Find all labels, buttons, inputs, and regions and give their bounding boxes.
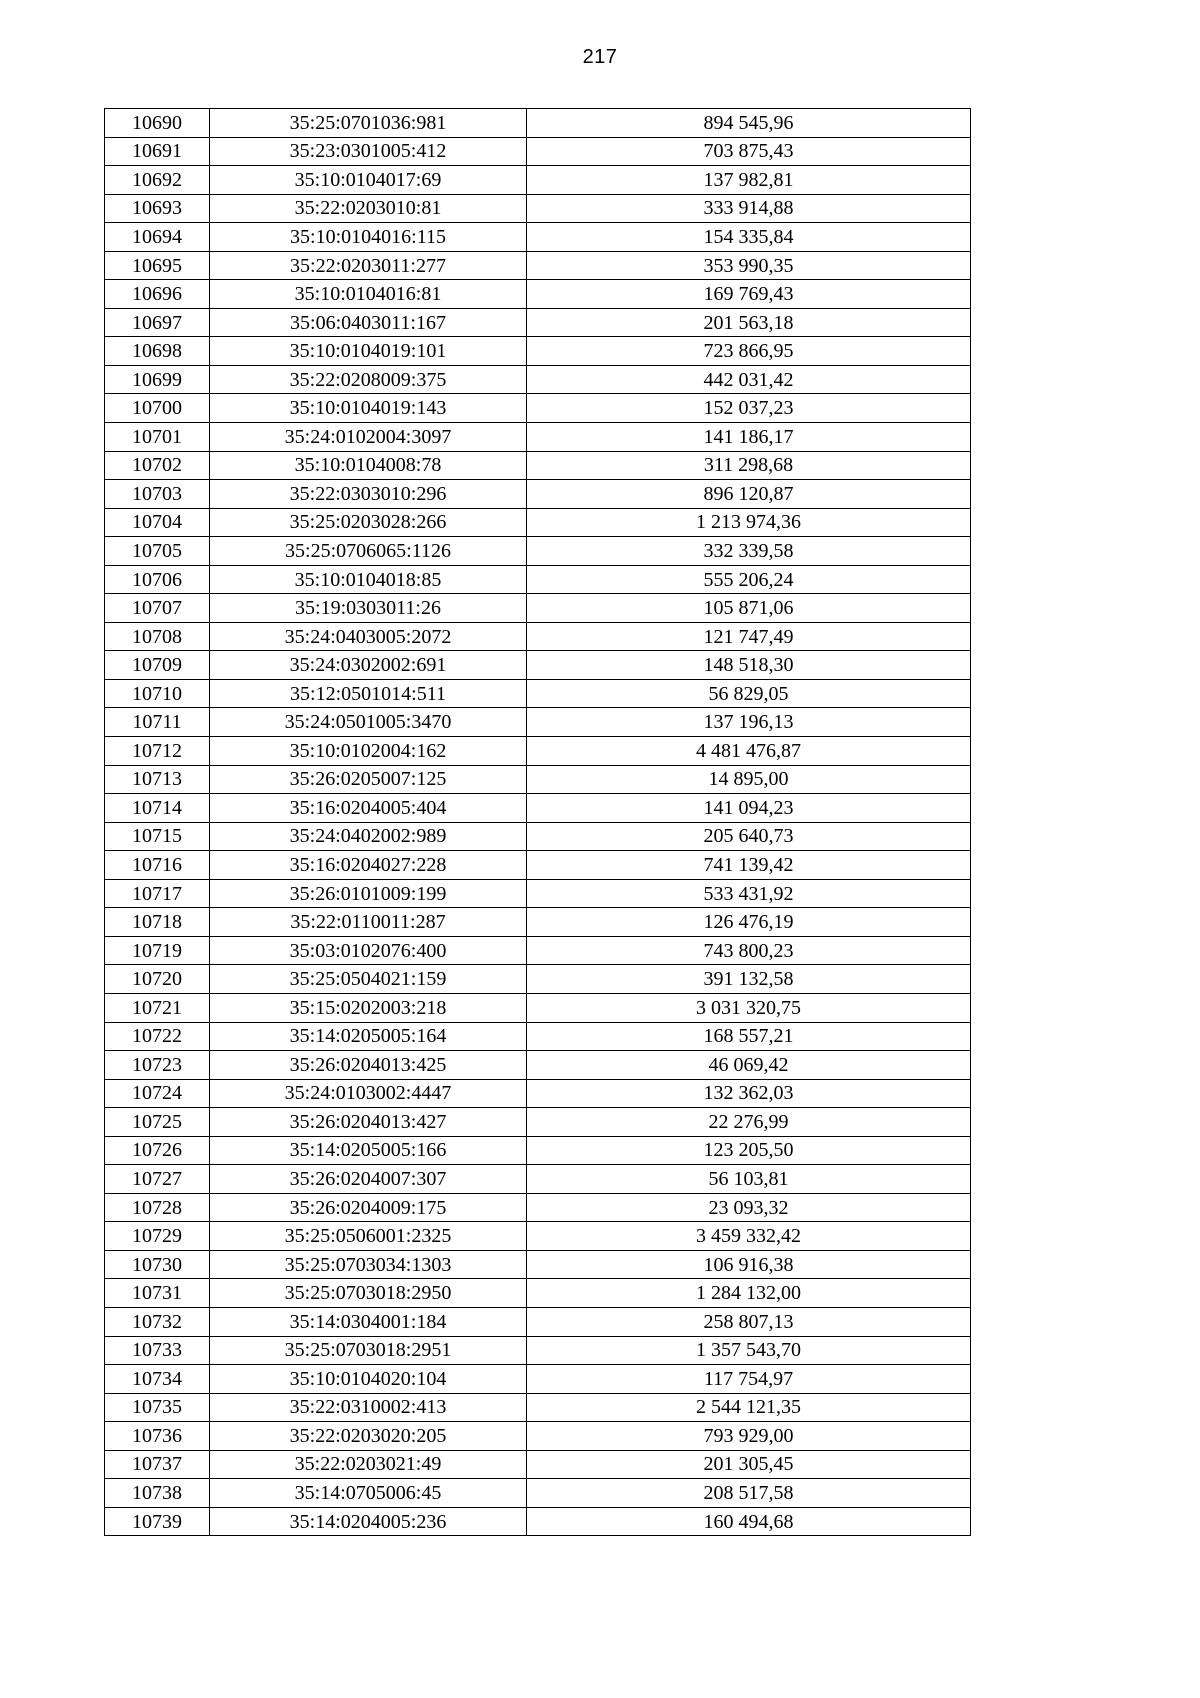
table-row <box>105 194 971 223</box>
table-row <box>105 765 971 794</box>
row-number-cell: 10733 <box>105 1336 210 1365</box>
cadastral-number-cell: 35:03:0102076:400 <box>210 936 527 965</box>
value-cell: 117 754,97 <box>527 1365 971 1394</box>
cadastral-number-cell: 35:25:0701036:981 <box>210 109 527 138</box>
row-number-cell: 10710 <box>105 679 210 708</box>
cadastral-number-cell: 35:22:0303010:296 <box>210 480 527 509</box>
cadastral-number-cell: 35:25:0203028:266 <box>210 508 527 537</box>
table-row <box>105 879 971 908</box>
page-number: 217 <box>582 46 618 68</box>
table-row <box>105 223 971 252</box>
table-row <box>105 166 971 195</box>
cadastral-number-cell: 35:22:0208009:375 <box>210 365 527 394</box>
table-row <box>105 1022 971 1051</box>
cadastral-number-cell: 35:22:0203020:205 <box>210 1422 527 1451</box>
cadastral-number-cell: 35:14:0204005:236 <box>210 1507 527 1536</box>
value-cell: 741 139,42 <box>527 851 971 880</box>
cadastral-number-cell: 35:14:0304001:184 <box>210 1307 527 1336</box>
cadastral-number-cell: 35:25:0703018:2951 <box>210 1336 527 1365</box>
value-cell: 391 132,58 <box>527 965 971 994</box>
row-number-cell: 10691 <box>105 137 210 166</box>
cadastral-number-cell: 35:26:0101009:199 <box>210 879 527 908</box>
row-number-cell: 10714 <box>105 794 210 823</box>
table-row <box>105 1222 971 1251</box>
cadastral-number-cell: 35:22:0110011:287 <box>210 908 527 937</box>
table-row <box>105 1393 971 1422</box>
row-number-cell: 10732 <box>105 1307 210 1336</box>
row-number-cell: 10719 <box>105 936 210 965</box>
value-cell: 793 929,00 <box>527 1422 971 1451</box>
row-number-cell: 10737 <box>105 1450 210 1479</box>
table-row <box>105 594 971 623</box>
table-row <box>105 1336 971 1365</box>
table-row <box>105 851 971 880</box>
cadastral-number-cell: 35:10:0104016:115 <box>210 223 527 252</box>
row-number-cell: 10716 <box>105 851 210 880</box>
cadastral-number-cell: 35:14:0705006:45 <box>210 1479 527 1508</box>
table-row <box>105 1422 971 1451</box>
table-row <box>105 651 971 680</box>
row-number-cell: 10705 <box>105 537 210 566</box>
row-number-cell: 10702 <box>105 451 210 480</box>
row-number-cell: 10731 <box>105 1279 210 1308</box>
value-cell: 1 284 132,00 <box>527 1279 971 1308</box>
cadastral-number-cell: 35:10:0104020:104 <box>210 1365 527 1394</box>
table-row <box>105 394 971 423</box>
table-row <box>105 936 971 965</box>
cadastral-number-cell: 35:15:0202003:218 <box>210 993 527 1022</box>
value-cell: 14 895,00 <box>527 765 971 794</box>
value-cell: 205 640,73 <box>527 822 971 851</box>
cadastral-number-cell: 35:25:0504021:159 <box>210 965 527 994</box>
row-number-cell: 10724 <box>105 1079 210 1108</box>
row-number-cell: 10721 <box>105 993 210 1022</box>
value-cell: 168 557,21 <box>527 1022 971 1051</box>
value-cell: 169 769,43 <box>527 280 971 309</box>
cadastral-number-cell: 35:24:0501005:3470 <box>210 708 527 737</box>
row-number-cell: 10735 <box>105 1393 210 1422</box>
value-cell: 442 031,42 <box>527 365 971 394</box>
value-cell: 141 094,23 <box>527 794 971 823</box>
row-number-cell: 10712 <box>105 737 210 766</box>
table-row <box>105 1193 971 1222</box>
table-row <box>105 451 971 480</box>
value-cell: 123 205,50 <box>527 1136 971 1165</box>
cadastral-number-cell: 35:26:0204013:427 <box>210 1108 527 1137</box>
cadastral-number-cell: 35:22:0310002:413 <box>210 1393 527 1422</box>
table-row <box>105 1108 971 1137</box>
row-number-cell: 10739 <box>105 1507 210 1536</box>
row-number-cell: 10692 <box>105 166 210 195</box>
table-row <box>105 622 971 651</box>
row-number-cell: 10727 <box>105 1165 210 1194</box>
cadastral-number-cell: 35:10:0104019:101 <box>210 337 527 366</box>
row-number-cell: 10725 <box>105 1108 210 1137</box>
table-row <box>105 1079 971 1108</box>
value-cell: 22 276,99 <box>527 1108 971 1137</box>
value-cell: 56 103,81 <box>527 1165 971 1194</box>
cadastral-number-cell: 35:10:0102004:162 <box>210 737 527 766</box>
table-row <box>105 908 971 937</box>
value-cell: 2 544 121,35 <box>527 1393 971 1422</box>
cadastral-number-cell: 35:25:0703034:1303 <box>210 1250 527 1279</box>
value-cell: 353 990,35 <box>527 251 971 280</box>
cadastral-number-cell: 35:26:0204007:307 <box>210 1165 527 1194</box>
row-number-cell: 10711 <box>105 708 210 737</box>
table-row <box>105 365 971 394</box>
value-cell: 46 069,42 <box>527 1051 971 1080</box>
registry-table <box>104 108 971 1536</box>
table-row <box>105 508 971 537</box>
row-number-cell: 10720 <box>105 965 210 994</box>
row-number-cell: 10717 <box>105 879 210 908</box>
row-number-cell: 10697 <box>105 308 210 337</box>
table-row <box>105 251 971 280</box>
registry-table-body <box>105 109 971 1536</box>
row-number-cell: 10730 <box>105 1250 210 1279</box>
cadastral-number-cell: 35:24:0402002:989 <box>210 822 527 851</box>
value-cell: 894 545,96 <box>527 109 971 138</box>
row-number-cell: 10707 <box>105 594 210 623</box>
row-number-cell: 10736 <box>105 1422 210 1451</box>
table-row <box>105 1479 971 1508</box>
cadastral-number-cell: 35:24:0103002:4447 <box>210 1079 527 1108</box>
value-cell: 121 747,49 <box>527 622 971 651</box>
cadastral-number-cell: 35:22:0203010:81 <box>210 194 527 223</box>
row-number-cell: 10699 <box>105 365 210 394</box>
cadastral-number-cell: 35:16:0204005:404 <box>210 794 527 823</box>
row-number-cell: 10718 <box>105 908 210 937</box>
value-cell: 56 829,05 <box>527 679 971 708</box>
table-row <box>105 679 971 708</box>
value-cell: 23 093,32 <box>527 1193 971 1222</box>
value-cell: 258 807,13 <box>527 1307 971 1336</box>
cadastral-number-cell: 35:25:0506001:2325 <box>210 1222 527 1251</box>
value-cell: 703 875,43 <box>527 137 971 166</box>
value-cell: 152 037,23 <box>527 394 971 423</box>
table-row <box>105 565 971 594</box>
value-cell: 4 481 476,87 <box>527 737 971 766</box>
row-number-cell: 10701 <box>105 423 210 452</box>
table-row <box>105 794 971 823</box>
value-cell: 148 518,30 <box>527 651 971 680</box>
value-cell: 105 871,06 <box>527 594 971 623</box>
value-cell: 3 031 320,75 <box>527 993 971 1022</box>
value-cell: 126 476,19 <box>527 908 971 937</box>
cadastral-number-cell: 35:19:0303011:26 <box>210 594 527 623</box>
table-row <box>105 708 971 737</box>
cadastral-number-cell: 35:16:0204027:228 <box>210 851 527 880</box>
cadastral-number-cell: 35:23:0301005:412 <box>210 137 527 166</box>
row-number-cell: 10703 <box>105 480 210 509</box>
value-cell: 3 459 332,42 <box>527 1222 971 1251</box>
table-row <box>105 1307 971 1336</box>
row-number-cell: 10729 <box>105 1222 210 1251</box>
row-number-cell: 10734 <box>105 1365 210 1394</box>
value-cell: 533 431,92 <box>527 879 971 908</box>
value-cell: 896 120,87 <box>527 480 971 509</box>
row-number-cell: 10693 <box>105 194 210 223</box>
row-number-cell: 10690 <box>105 109 210 138</box>
row-number-cell: 10694 <box>105 223 210 252</box>
row-number-cell: 10709 <box>105 651 210 680</box>
value-cell: 743 800,23 <box>527 936 971 965</box>
row-number-cell: 10698 <box>105 337 210 366</box>
table-row <box>105 1279 971 1308</box>
row-number-cell: 10715 <box>105 822 210 851</box>
value-cell: 1 357 543,70 <box>527 1336 971 1365</box>
table-row <box>105 1250 971 1279</box>
cadastral-number-cell: 35:06:0403011:167 <box>210 308 527 337</box>
table-row <box>105 337 971 366</box>
value-cell: 201 563,18 <box>527 308 971 337</box>
row-number-cell: 10706 <box>105 565 210 594</box>
value-cell: 132 362,03 <box>527 1079 971 1108</box>
value-cell: 311 298,68 <box>527 451 971 480</box>
cadastral-number-cell: 35:24:0102004:3097 <box>210 423 527 452</box>
cadastral-number-cell: 35:12:0501014:511 <box>210 679 527 708</box>
value-cell: 137 196,13 <box>527 708 971 737</box>
cadastral-number-cell: 35:24:0302002:691 <box>210 651 527 680</box>
table-row <box>105 308 971 337</box>
cadastral-number-cell: 35:25:0703018:2950 <box>210 1279 527 1308</box>
cadastral-number-cell: 35:24:0403005:2072 <box>210 622 527 651</box>
table-row <box>105 1136 971 1165</box>
row-number-cell: 10700 <box>105 394 210 423</box>
value-cell: 332 339,58 <box>527 537 971 566</box>
value-cell: 201 305,45 <box>527 1450 971 1479</box>
row-number-cell: 10722 <box>105 1022 210 1051</box>
cadastral-number-cell: 35:22:0203021:49 <box>210 1450 527 1479</box>
row-number-cell: 10695 <box>105 251 210 280</box>
cadastral-number-cell: 35:26:0204013:425 <box>210 1051 527 1080</box>
value-cell: 137 982,81 <box>527 166 971 195</box>
cadastral-number-cell: 35:10:0104016:81 <box>210 280 527 309</box>
table-row <box>105 137 971 166</box>
cadastral-number-cell: 35:10:0104017:69 <box>210 166 527 195</box>
cadastral-number-cell: 35:14:0205005:166 <box>210 1136 527 1165</box>
table-row <box>105 965 971 994</box>
table-row <box>105 480 971 509</box>
value-cell: 141 186,17 <box>527 423 971 452</box>
table-row <box>105 1450 971 1479</box>
row-number-cell: 10726 <box>105 1136 210 1165</box>
table-row <box>105 537 971 566</box>
table-row <box>105 737 971 766</box>
row-number-cell: 10728 <box>105 1193 210 1222</box>
row-number-cell: 10738 <box>105 1479 210 1508</box>
value-cell: 1 213 974,36 <box>527 508 971 537</box>
value-cell: 160 494,68 <box>527 1507 971 1536</box>
row-number-cell: 10704 <box>105 508 210 537</box>
cadastral-number-cell: 35:10:0104019:143 <box>210 394 527 423</box>
value-cell: 208 517,58 <box>527 1479 971 1508</box>
cadastral-number-cell: 35:26:0204009:175 <box>210 1193 527 1222</box>
cadastral-number-cell: 35:26:0205007:125 <box>210 765 527 794</box>
table-row <box>105 280 971 309</box>
table-row <box>105 822 971 851</box>
table-row <box>105 423 971 452</box>
cadastral-number-cell: 35:22:0203011:277 <box>210 251 527 280</box>
table-row <box>105 1365 971 1394</box>
row-number-cell: 10713 <box>105 765 210 794</box>
value-cell: 723 866,95 <box>527 337 971 366</box>
row-number-cell: 10723 <box>105 1051 210 1080</box>
value-cell: 333 914,88 <box>527 194 971 223</box>
table-row <box>105 1165 971 1194</box>
cadastral-number-cell: 35:10:0104018:85 <box>210 565 527 594</box>
cadastral-number-cell: 35:10:0104008:78 <box>210 451 527 480</box>
table-row <box>105 1507 971 1536</box>
table-row <box>105 109 971 138</box>
value-cell: 154 335,84 <box>527 223 971 252</box>
cadastral-number-cell: 35:25:0706065:1126 <box>210 537 527 566</box>
value-cell: 555 206,24 <box>527 565 971 594</box>
row-number-cell: 10696 <box>105 280 210 309</box>
cadastral-number-cell: 35:14:0205005:164 <box>210 1022 527 1051</box>
table-row <box>105 993 971 1022</box>
value-cell: 106 916,38 <box>527 1250 971 1279</box>
table-row <box>105 1051 971 1080</box>
row-number-cell: 10708 <box>105 622 210 651</box>
